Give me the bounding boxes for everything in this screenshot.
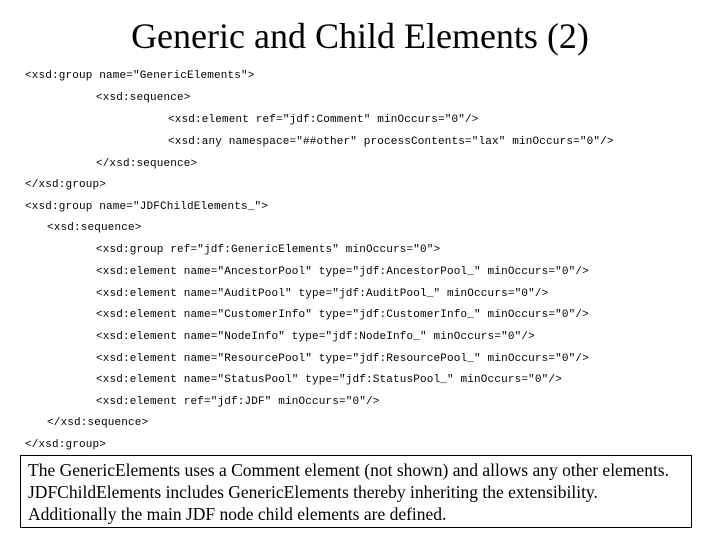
code-line: <xsd:element name="AncestorPool" type="jdf:AncestorPool_" minOccurs="0"/> [96,266,589,278]
code-line: <xsd:group name="GenericElements"> [25,70,255,82]
code-line: <xsd:any namespace="##other" processContents="lax" minOccurs="0"/> [168,136,614,148]
code-line: <xsd:sequence> [96,92,191,104]
code-line: </xsd:sequence> [96,158,198,170]
explanation-box [20,455,692,528]
explanation-line: JDFChildElements includes GenericElements thereby inheriting the extensibility. [28,482,598,502]
code-line: <xsd:element name="CustomerInfo" type="jdf:CustomerInfo_" minOccurs="0"/> [96,309,589,321]
code-line: <xsd:group ref="jdf:GenericElements" minOccurs="0"> [96,244,441,256]
slide-title: Generic and Child Elements (2) [131,16,589,56]
code-line: <xsd:element name="NodeInfo" type="jdf:NodeInfo_" minOccurs="0"/> [96,331,535,343]
explanation-line: The GenericElements uses a Comment element (not shown) and allows any other elements. [28,460,669,480]
explanation-line: Additionally the main JDF node child elements are defined. [28,504,447,524]
code-line: <xsd:group name="JDFChildElements_"> [25,201,269,213]
code-line: </xsd:sequence> [47,417,149,429]
code-line: <xsd:element name="StatusPool" type="jdf:StatusPool_" minOccurs="0"/> [96,374,562,386]
code-line: <xsd:element name="AuditPool" type="jdf:AuditPool_" minOccurs="0"/> [96,288,549,300]
code-line: <xsd:element ref="jdf:Comment" minOccurs="0"/> [168,114,479,126]
code-line: </xsd:group> [25,439,107,451]
code-line: <xsd:sequence> [47,222,142,234]
code-line: </xsd:group> [25,179,107,191]
code-line: <xsd:element ref="jdf:JDF" minOccurs="0"/> [96,396,380,408]
code-line: <xsd:element name="ResourcePool" type="jdf:ResourcePool_" minOccurs="0"/> [96,353,589,365]
